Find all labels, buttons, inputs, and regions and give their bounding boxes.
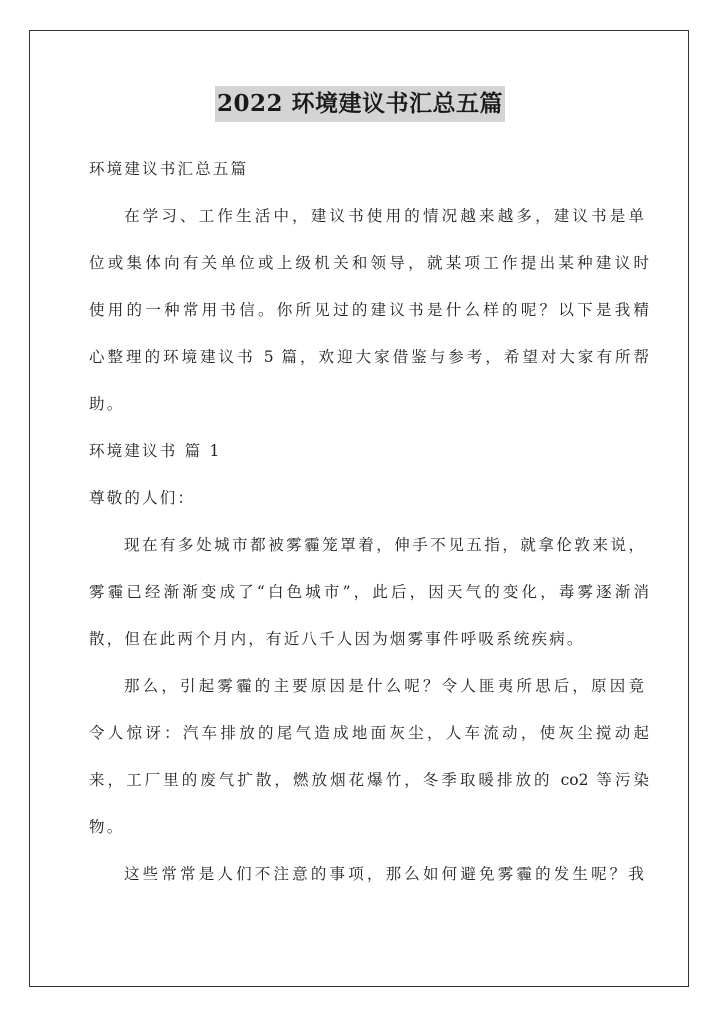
paragraph-line: 雾霾已经渐渐变成了“白色城市”，此后，因天气的变化，毒雾逐渐消	[89, 583, 649, 601]
paragraph-line: 位或集体向有关单位或上级机关和领导，就某项工作提出某种建议时	[89, 254, 649, 272]
salutation: 尊敬的人们：	[89, 489, 196, 507]
section-heading: 环境建议书 篇 1	[89, 442, 222, 460]
document-title: 2022 环境建议书汇总五篇	[215, 86, 505, 122]
paragraph-line: 在学习、工作生活中，建议书使用的情况越来越多，建议书是单	[124, 207, 644, 225]
paragraph-line: 现在有多处城市都被雾霾笼罩着，伸手不见五指，就拿伦敦来说，	[124, 536, 644, 554]
title-container	[0, 86, 720, 122]
paragraph-line: 这些常常是人们不注意的事项，那么如何避免雾霾的发生呢？我	[124, 865, 644, 883]
paragraph-line: 那么，引起雾霾的主要原因是什么呢？令人匪夷所思后，原因竟	[124, 677, 644, 695]
paragraph-line: 物。	[89, 818, 125, 836]
paragraph-line: 助。	[89, 395, 125, 413]
paragraph-line: 来，工厂里的废气扩散，燃放烟花爆竹，冬季取暖排放的 co2 等污染	[89, 771, 649, 789]
paragraph-line: 心整理的环境建议书 5 篇，欢迎大家借鉴与参考，希望对大家有所帮	[89, 348, 649, 366]
section-heading: 环境建议书汇总五篇	[89, 160, 249, 178]
paragraph-line: 使用的一种常用书信。你所见过的建议书是什么样的呢？以下是我精	[89, 301, 649, 319]
paragraph-line: 散，但在此两个月内，有近八千人因为烟雾事件呼吸系统疾病。	[89, 630, 585, 648]
paragraph-line: 令人惊讶：汽车排放的尾气造成地面灰尘，人车流动，使灰尘搅动起	[89, 724, 649, 742]
